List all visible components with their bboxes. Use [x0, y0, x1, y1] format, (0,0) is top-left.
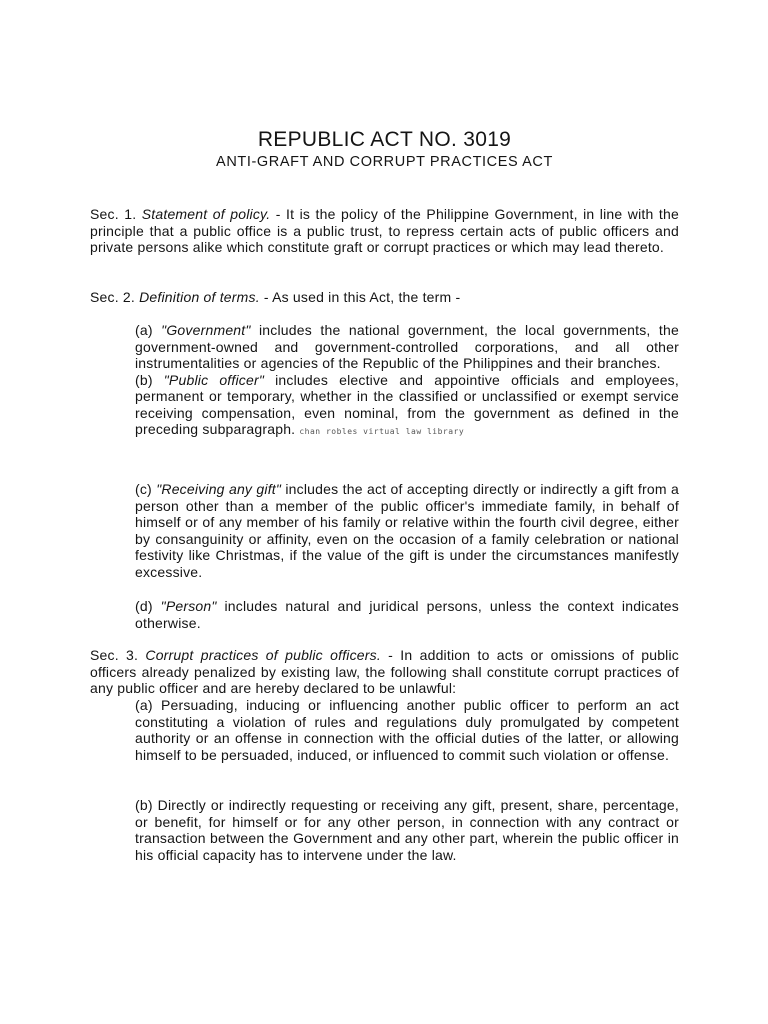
definition-d-term: "Person" — [160, 598, 217, 614]
definition-c-text: includes the act of accepting directly or indirectly a gift from a person other than a member of the public officer's immediate family, in behalf of himself or of any member of his family or relative within the fourth civil degree, either by consanguinity or affinity, even on the occasion of a family celebration or national festivity like Christmas, if the value of the gift is under the circumstances manifestly excessive. — [135, 481, 679, 580]
corrupt-practice-b — [135, 797, 679, 863]
definition-d-label: (d) — [135, 598, 161, 614]
section-2-paragraph — [90, 289, 679, 306]
definition-c — [135, 481, 679, 580]
section-1-number: Sec. 1. — [90, 206, 137, 222]
definition-a-label: (a) — [135, 322, 162, 338]
section-1 — [90, 206, 679, 256]
corrupt-practice-a — [135, 697, 679, 763]
section-1-text: - It is the policy of the Philippine Government, in line with the principle that a public office is a public trust, to repress certain acts of public officers and private persons alike which constitute graft or corrupt practices or which may lead thereto. — [90, 206, 679, 255]
definition-a — [135, 322, 679, 372]
definition-b — [135, 372, 679, 441]
section-2-number: Sec. 2. — [90, 289, 135, 305]
library-note: chan robles virtual law library — [299, 427, 465, 436]
section-3-text: - In addition to acts or omissions of public officers already penalized by existing law, the following shall constitute corrupt practices of any public officer and are hereby declared to be unlawful: — [90, 647, 679, 696]
section-1-paragraph — [90, 206, 679, 256]
definition-a-term: "Government" — [161, 322, 251, 338]
section-3 — [90, 647, 679, 697]
section-2-heading: Definition of terms. — [139, 289, 260, 305]
definition-c-label: (c) — [135, 481, 157, 497]
definition-b-term: "Public officer" — [163, 371, 265, 388]
section-3-number: Sec. 3. — [90, 647, 139, 663]
definition-d — [135, 598, 679, 631]
section-1-heading: Statement of policy. — [141, 206, 271, 222]
document-title: REPUBLIC ACT NO. 3019 — [257, 128, 512, 151]
section-2 — [90, 289, 679, 306]
definition-b-label: (b) — [135, 371, 164, 388]
corrupt-practice-b-text: (b) Directly or indirectly requesting or receiving any gift, present, share, percentage, or benefit, for himself or for any other person, in connection with any contract or transaction between the Government and any other part, wherein the public officer in his official capacity has to intervene under the law. — [135, 797, 679, 863]
definition-c-term: "Receiving any gift" — [156, 481, 282, 497]
document-subtitle: ANTI-GRAFT AND CORRUPT PRACTICES ACT — [216, 154, 553, 170]
section-3-heading: Corrupt practices of public officers. — [145, 647, 381, 663]
definition-d-paragraph — [135, 598, 679, 631]
section-3-paragraph — [90, 647, 679, 697]
definition-c-paragraph — [135, 481, 679, 580]
definition-d-text: includes natural and juridical persons, unless the context indicates otherwise. — [135, 598, 679, 631]
definition-b-text: includes elective and appointive officials and employees, permanent or temporary, whether in the classified or unclassified or exempt service receiving compensation, even nominal, from the government as defined in the preceding subparagraph. — [135, 371, 679, 437]
definition-a-text: includes the national government, the local governments, the government-owned and government-controlled corporations, and all other instrumentalities or agencies of the Republic of the Philippines and their branches. — [135, 322, 679, 371]
section-2-definitions-ab — [135, 322, 679, 441]
section-2-text: - As used in this Act, the term - — [259, 289, 461, 305]
corrupt-practice-a-text: (a) Persuading, inducing or influencing another public officer to perform an act constituting a violation of rules and regulations duly promulgated by competent authority or an offense in connection with the official duties of the latter, or allowing himself to be persuaded, induced, or influenced to commit such violation or offense. — [135, 697, 679, 763]
